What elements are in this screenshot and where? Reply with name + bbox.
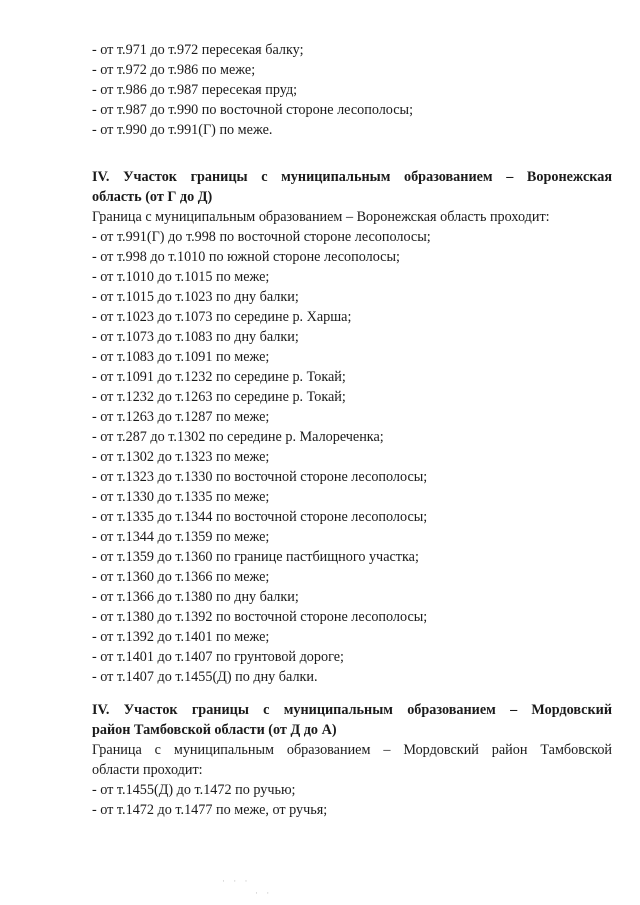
section-mordovsky (92, 700, 612, 820)
list-item: - от т.1366 до т.1380 по дну балки; (92, 589, 299, 605)
list-item: - от т.1232 до т.1263 по середине р. Токай; (92, 389, 346, 405)
list-item: - от т.1380 до т.1392 по восточной стороне лесополосы; (92, 609, 428, 625)
section-intro-continued: области проходит: (92, 762, 203, 778)
list-item: - от т.972 до т.986 по меже; (92, 62, 256, 78)
list-item: - от т.1263 до т.1287 по меже; (92, 409, 270, 425)
list-item: - от т.1407 до т.1455(Д) по дну балки. (92, 669, 318, 685)
list-item: - от т.998 до т.1010 по южной стороне лесополосы; (92, 249, 400, 265)
scan-speck: · · (255, 888, 273, 898)
list-item: - от т.1302 до т.1323 по меже; (92, 449, 270, 465)
list-item: - от т.1359 до т.1360 по границе пастбищного участка; (92, 549, 419, 565)
list-item: - от т.1323 до т.1330 по восточной стороне лесополосы; (92, 469, 428, 485)
list-item: - от т.990 до т.991(Г) по меже. (92, 122, 273, 138)
list-item: - от т.1360 до т.1366 по меже; (92, 569, 270, 585)
list-item: - от т.1472 до т.1477 по меже, от ручья; (92, 802, 328, 818)
list-item: - от т.287 до т.1302 по середине р. Малореченка; (92, 429, 384, 445)
section-heading-continued: область (от Г до Д) (92, 189, 213, 205)
list-item: - от т.1091 до т.1232 по середине р. Токай; (92, 369, 346, 385)
list-item: - от т.1455(Д) до т.1472 по ручью; (92, 782, 296, 798)
scan-speck: · · · (222, 876, 251, 886)
list-item: - от т.1073 до т.1083 по дну балки; (92, 329, 299, 345)
list-item: - от т.1330 до т.1335 по меже; (92, 489, 270, 505)
section-intro: Граница с муниципальным образованием – Мордовский район Тамбовской (92, 742, 612, 758)
list-item: - от т.1401 до т.1407 по грунтовой дороге; (92, 649, 344, 665)
list-item: - от т.1010 до т.1015 по меже; (92, 269, 270, 285)
section-intro: Граница с муниципальным образованием – Воронежская область проходит: (92, 209, 550, 225)
list-item: - от т.1392 до т.1401 по меже; (92, 629, 270, 645)
list-item: - от т.991(Г) до т.998 по восточной стороне лесополосы; (92, 229, 431, 245)
section-heading: IV. Участок границы с муниципальным образованием – Мордовский (92, 702, 612, 718)
list-item: - от т.1335 до т.1344 по восточной стороне лесополосы; (92, 509, 428, 525)
list-item: - от т.1015 до т.1023 по дну балки; (92, 289, 299, 305)
section-heading-continued: район Тамбовской области (от Д до А) (92, 722, 337, 738)
section-heading: IV. Участок границы с муниципальным образованием – Воронежская (92, 169, 612, 185)
list-item: - от т.1023 до т.1073 по середине р. Харша; (92, 309, 352, 325)
list-item: - от т.1344 до т.1359 по меже; (92, 529, 270, 545)
list-item: - от т.986 до т.987 пересекая пруд; (92, 82, 298, 98)
list-item: - от т.1083 до т.1091 по меже; (92, 349, 270, 365)
continuation-list (92, 40, 612, 140)
list-item: - от т.987 до т.990 по восточной стороне лесополосы; (92, 102, 414, 118)
section-voronezh (92, 167, 612, 687)
list-item: - от т.971 до т.972 пересекая балку; (92, 42, 304, 58)
